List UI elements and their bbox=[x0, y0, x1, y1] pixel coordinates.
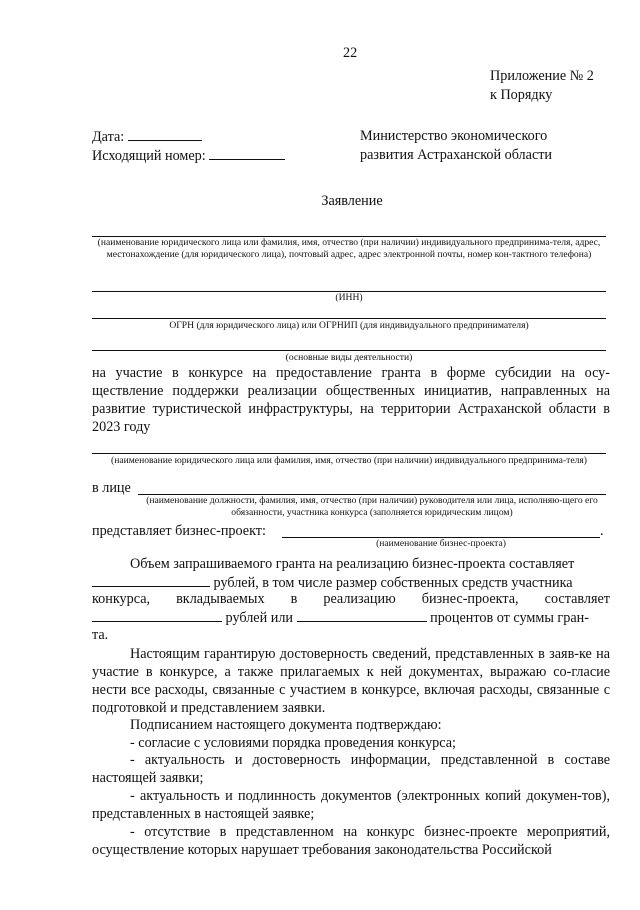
inn-caption: (ИНН) bbox=[335, 292, 363, 303]
addressee-line-2: развития Астраханской области bbox=[360, 147, 553, 163]
applicant-name-caption: (наименование юридического лица или фамилия, имя, отчество (при наличии) индивидуального предпринима-теля, адрес, местонахождение (для юридического лица), почтовый адрес, адрес электронной почты, номер кон-тактного телефона) bbox=[97, 237, 601, 260]
grant-line-4 bbox=[92, 608, 589, 627]
applicant-name-field-2[interactable] bbox=[92, 453, 606, 454]
grant-line-1: Объем запрашиваемого гранта на реализацию бизнес-проекта составляет bbox=[130, 556, 575, 572]
outgoing-number-label-text: Исходящий номер: bbox=[92, 148, 206, 164]
guarantee-paragraph: Настоящим гарантирую достоверность сведений, представленных в заяв-ке на участие в конкурсе, а также прилагаемых к ней документах, выражаю со-гласие нести все расходы, связанные с участием в конкурсе, включая расходы, связанные с подготовкой и представлением заявки. bbox=[92, 646, 610, 716]
grant-line-3-text: конкурса, вкладываемых в реализацию бизнес-проекта, составляет bbox=[92, 591, 610, 607]
confirm-item-3: - актуальность и подлинность документов (электронных копий докумен-тов), представленных в настоящей заявке; bbox=[92, 788, 610, 822]
project-name-end-period: . bbox=[600, 523, 604, 539]
addressee-line-1: Министерство экономического bbox=[360, 128, 548, 144]
grant-line-3 bbox=[92, 590, 610, 608]
ogrn-field[interactable] bbox=[92, 318, 606, 319]
presents-label bbox=[92, 522, 266, 540]
own-funds-field[interactable] bbox=[92, 608, 222, 622]
activities-caption: (основные виды деятельности) bbox=[285, 352, 413, 363]
confirm-item-1: - согласие с условиями порядка проведения конкурса; bbox=[130, 735, 456, 751]
applicant-name-caption-2: (наименование юридического лица или фамилия, имя, отчество (при наличии) индивидуального предпринима-теля) bbox=[111, 455, 587, 466]
presents-label-text: представляет бизнес-проект: bbox=[92, 523, 266, 539]
outgoing-number-field[interactable] bbox=[209, 146, 285, 160]
appendix-line-2: к Порядку bbox=[490, 87, 553, 103]
project-name-caption: (наименование бизнес-проекта) bbox=[376, 538, 506, 549]
outgoing-number-label bbox=[92, 146, 285, 165]
grant-line-5: та. bbox=[92, 627, 109, 643]
head-person-caption: (наименование должности, фамилия, имя, отчество (при наличии) руководителя или лица, исполняю-щего его обязанности, участника конкурса (заполняется юридическим лицом) bbox=[146, 495, 598, 518]
date-field[interactable] bbox=[128, 127, 202, 141]
appendix-line-1: Приложение № 2 bbox=[490, 68, 594, 84]
activities-field[interactable] bbox=[92, 350, 606, 351]
in-person-label: в лице bbox=[92, 480, 131, 496]
page-number: 22 bbox=[343, 45, 358, 61]
date-label bbox=[92, 127, 202, 146]
percent-field[interactable] bbox=[297, 608, 427, 622]
grant-line-2-text: рублей, в том числе размер собственных средств участника bbox=[213, 575, 573, 591]
document-title: Заявление bbox=[321, 193, 383, 209]
purpose-paragraph: на участие в конкурсе на предоставление гранта в форме субсидии на осу-ществление поддержки реализации общественных инициатив, направленных на развитие туристической инфраструктуры, на территории Астраханской области в 2023 году bbox=[92, 365, 610, 435]
confirm-item-2: - актуальность и достоверность информации, представленной в составе настоящей заявки; bbox=[92, 752, 610, 786]
date-label-text: Дата: bbox=[92, 129, 125, 145]
confirm-intro: Подписанием настоящего документа подтверждаю: bbox=[130, 717, 442, 733]
grant-line-4-text-b: процентов от суммы гран- bbox=[430, 610, 589, 626]
grant-amount-field[interactable] bbox=[92, 573, 210, 587]
grant-line-4-text-a: рублей или bbox=[225, 610, 294, 626]
ogrn-caption: ОГРН (для юридического лица) или ОГРНИП (для индивидуального предпринимателя) bbox=[169, 320, 529, 331]
confirm-item-4: - отсутствие в представленном на конкурс бизнес-проекте мероприятий, осуществление которых нарушает требования законодательства Российской bbox=[92, 824, 610, 858]
